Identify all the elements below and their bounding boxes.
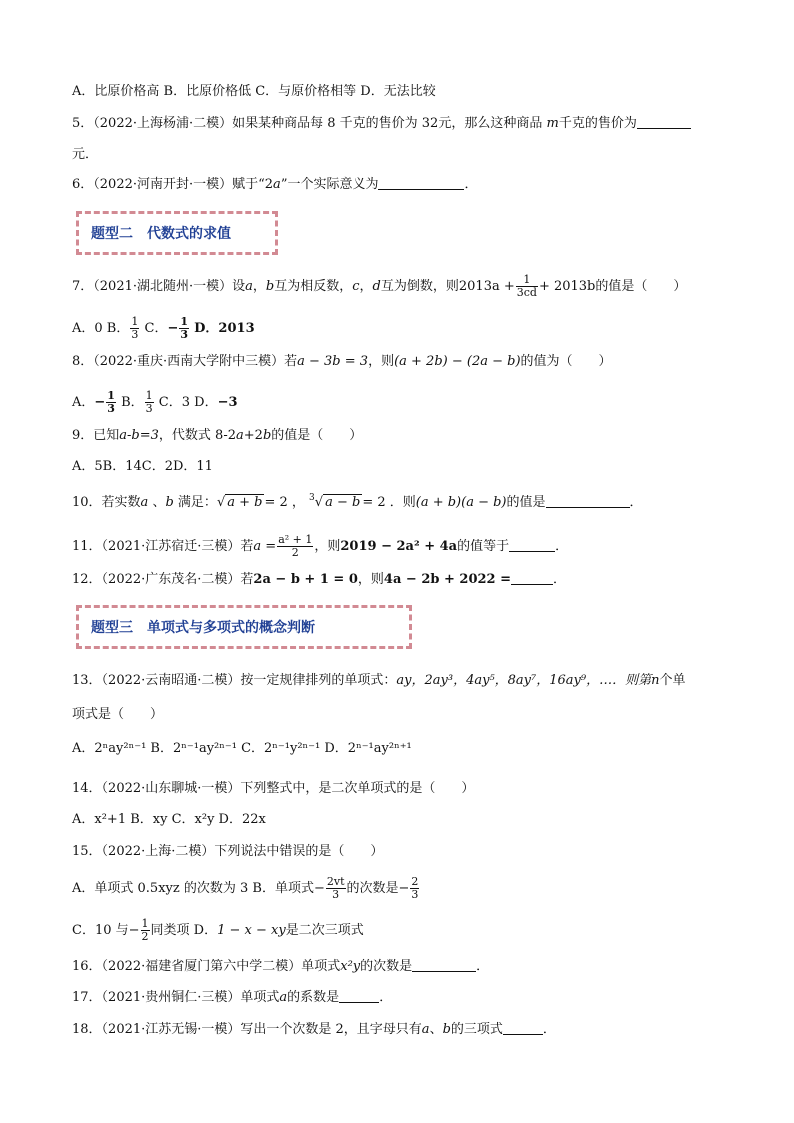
q10-eq1: a + b bbox=[227, 495, 263, 510]
q7-text: 7．（2021·湖北随州·一模）设 bbox=[72, 279, 246, 294]
q5-text: 5．（2022·上海杨浦·二模）如果某种商品每 8 千克的售价为 32元，那么这种商品 bbox=[72, 116, 543, 131]
q7-opt-d: D．2013 bbox=[194, 321, 255, 336]
q7-text4: 的值是（ ） bbox=[595, 279, 687, 294]
section-heading-3 bbox=[76, 605, 412, 649]
q7-opt-c: C． bbox=[144, 321, 168, 336]
q10-eq2r: = 2 ．则 bbox=[362, 495, 416, 510]
q5-var: m bbox=[546, 116, 559, 131]
q5-line2: 元． bbox=[72, 147, 99, 162]
q18-line: 18．（2021·江苏无锡·一模）写出一个次数是 2，且字母只有a、b的三项式 ． bbox=[72, 1022, 556, 1037]
q7-text3: 互为倒数，则 bbox=[380, 279, 459, 294]
q6-text2: ”一个实际意义为 bbox=[280, 177, 379, 192]
q16-line bbox=[72, 958, 489, 976]
q15-opt-d2: 是二次三项式 bbox=[285, 923, 364, 938]
q18-end: ． bbox=[542, 1022, 556, 1037]
q13-text: 13．（2022·云南昭通·二模）按一定规律排列的单项式： bbox=[72, 673, 397, 688]
q11-end: ． bbox=[555, 539, 569, 554]
q15-opt-d: 1 − x − xy bbox=[217, 923, 286, 938]
q10-text: 10．若实数 bbox=[72, 495, 141, 510]
q6-var: a bbox=[273, 177, 281, 192]
q9-cond: a-b=3 bbox=[119, 428, 159, 443]
q7-text2: 互为相反数， bbox=[274, 279, 353, 294]
q9-text: 9．已知 bbox=[72, 428, 120, 443]
q16-blank[interactable] bbox=[412, 958, 476, 972]
q15-line: 15．（2022·上海·二模）下列说法中错误的是（ ） bbox=[72, 844, 384, 859]
q10-eq1r: = 2 ， bbox=[264, 495, 305, 510]
q11-expr: 2019 − 2a² + 4a bbox=[340, 539, 458, 554]
q16-end: ． bbox=[476, 959, 490, 974]
q8-options: A．− $\frac{1}{3}$ B． $\frac{1}{3}$ C．3 D．−3 bbox=[72, 389, 238, 415]
q7-options: A．0 B． $\frac{1}{3}$ C．− $\frac{1}{3}$ D．2013 bbox=[72, 315, 255, 341]
q17-text2: 的系数是 bbox=[287, 990, 340, 1005]
q9-text2: ，代数式 8-2 bbox=[158, 428, 236, 443]
q13-text2: 个单 bbox=[659, 673, 686, 688]
q10-eq2: a − b bbox=[325, 495, 361, 510]
q15-opt-c: C．10 与 bbox=[72, 923, 129, 938]
q11-fraction: $\frac{\text{a² + 1}}{2}$ bbox=[278, 533, 313, 559]
q10-expr: (a + b)(a − b) bbox=[415, 495, 507, 510]
q7-line: 7．（2021·湖北随州·一模）设a，b互为相反数，c，d互为倒数，则2013a + $\frac{1}{3cd}$ + 2013b的值是（ ） bbox=[72, 273, 687, 299]
q7-opt-b-frac: $\frac{1}{3}$ bbox=[131, 315, 139, 341]
q16-text2: 的次数是 bbox=[360, 959, 413, 974]
q8-cond: a − 3b = 3 bbox=[297, 354, 369, 369]
q18-text2: 的三项式 bbox=[450, 1022, 503, 1037]
q11-text: 11．（2021·江苏宿迁·三模）若 bbox=[72, 539, 254, 554]
q9-options: A．5B．14C．2D．11 bbox=[72, 459, 213, 474]
q7-opt-c-frac: $\frac{1}{3}$ bbox=[180, 315, 189, 341]
q7-expr: 2013a + bbox=[458, 279, 515, 294]
q13-line2: 项式是（ ） bbox=[72, 707, 164, 722]
q18-blank[interactable] bbox=[503, 1021, 543, 1035]
q12-blank[interactable] bbox=[511, 571, 553, 585]
q6-end: ． bbox=[464, 177, 478, 192]
q15-opt-a2: 的次数是 bbox=[346, 881, 399, 896]
q4-options: A．比原价格高 B．比原价格低 C．与原价格相等 D．无法比较 bbox=[72, 84, 436, 99]
q9-line: 9．已知a-b=3，代数式 8-2a+2b的值是（ ） bbox=[72, 428, 363, 443]
q15-opt-a: A．单项式 0.5xyz 的次数为 3 B．单项式 bbox=[72, 881, 314, 896]
q17-end: ． bbox=[379, 990, 393, 1005]
q10-blank[interactable] bbox=[546, 494, 630, 508]
q5-line1 bbox=[72, 115, 691, 133]
q14-line: 14．（2022·山东聊城·一模）下列整式中，是二次单项式的是（ ） bbox=[72, 781, 475, 796]
q7-fraction: $\frac{1}{3cd}$ bbox=[516, 273, 537, 299]
q12-line bbox=[72, 571, 566, 589]
q11-line bbox=[72, 534, 568, 559]
q8-opt-b: B． bbox=[121, 395, 144, 410]
q13-seq: ay，2ay³，4ay⁵，8ay⁷，16ay⁹，…．则第 bbox=[396, 673, 652, 688]
q17-line bbox=[72, 989, 392, 1007]
q11-blank[interactable] bbox=[509, 538, 555, 552]
q10-end: ． bbox=[629, 495, 643, 510]
q5-text2: 千克的售价为 bbox=[558, 116, 637, 131]
q12-expr2: 4a − 2b + 2022 = bbox=[383, 572, 511, 587]
q6-blank[interactable] bbox=[378, 176, 464, 190]
q11-text3: 的值等于 bbox=[457, 539, 510, 554]
q8-line bbox=[72, 353, 612, 371]
q8-text: 8．（2022·重庆·西南大学附中三模）若 bbox=[72, 354, 298, 369]
q18-text: 18．（2021·江苏无锡·一模）写出一个次数是 2，且字母只有 bbox=[72, 1022, 422, 1037]
q17-blank[interactable] bbox=[339, 989, 379, 1003]
q8-opt-c: C．3 D． bbox=[158, 395, 218, 410]
q12-end: ． bbox=[553, 572, 567, 587]
q10-text2: 满足： bbox=[177, 495, 217, 510]
q11-lhs: a = bbox=[253, 539, 277, 554]
q13-line1: 13．（2022·云南昭通·二模）按一定规律排列的单项式：ay，2ay³，4ay⁵，8ay⁷，16ay⁹，…．则第n个单 bbox=[72, 673, 686, 688]
q6-line bbox=[72, 176, 477, 194]
q11-text2: ，则 bbox=[314, 539, 341, 554]
q9-text3: 的值是（ ） bbox=[271, 428, 363, 443]
q12-text: 12．（2022·广东茂名·二模）若 bbox=[72, 572, 254, 587]
section-title-3: 题型三 单项式与多项式的概念判断 bbox=[91, 620, 315, 636]
section-heading-2 bbox=[76, 211, 278, 255]
q7-expr2: + 2013b bbox=[538, 279, 596, 294]
q17-term: a bbox=[279, 990, 288, 1005]
q10-line: 10．若实数a 、b 满足：√ a + b = 2 ， $^3$√ a − b = 2 ．则(a + b)(a − b)的值是 ． bbox=[72, 493, 643, 510]
q12-text2: ，则 bbox=[357, 572, 384, 587]
q8-opt-a: A． bbox=[72, 395, 95, 410]
q15-options-cd: C．10 与− $\frac{1}{2}$ 同类项 D．1 − x − xy是二次三项式 bbox=[72, 917, 364, 943]
q17-text: 17．（2021·贵州铜仁·三模）单项式 bbox=[72, 990, 280, 1005]
q15-opt-c2: 同类项 D． bbox=[150, 923, 218, 938]
q16-term: x²y bbox=[340, 959, 361, 974]
q16-text: 16．（2022·福建省厦门第六中学二模）单项式 bbox=[72, 959, 341, 974]
q12-expr: 2a − b + 1 = 0 bbox=[253, 572, 358, 587]
q8-expr: (a + 2b) − (2a − b) bbox=[394, 354, 521, 369]
q15-options-ab: A．单项式 0.5xyz 的次数为 3 B．单项式− $\frac{2vt}{3}$ 的次数是− $\frac{2}{3}$ bbox=[72, 875, 419, 901]
q14-options: A．x²+1 B．xy C．x²y D．22x bbox=[72, 812, 266, 827]
q7-opt-a-b: A．0 B． bbox=[72, 321, 130, 336]
q8-text2: ，则 bbox=[368, 354, 395, 369]
q5-blank[interactable] bbox=[637, 115, 691, 129]
section-title-2: 题型二 代数式的求值 bbox=[91, 226, 231, 242]
q8-text3: 的值为（ ） bbox=[520, 354, 612, 369]
q8-opt-d: −3 bbox=[217, 395, 238, 410]
q10-text3: 的值是 bbox=[506, 495, 546, 510]
q13-options: A．2ⁿay²ⁿ⁻¹ B．2ⁿ⁻¹ay²ⁿ⁻¹ C．2ⁿ⁻¹y²ⁿ⁻¹ D．2ⁿ⁻¹ay²ⁿ⁺¹ bbox=[72, 741, 412, 756]
q6-text: 6．（2022·河南开封·一模）赋于“2 bbox=[72, 177, 274, 192]
